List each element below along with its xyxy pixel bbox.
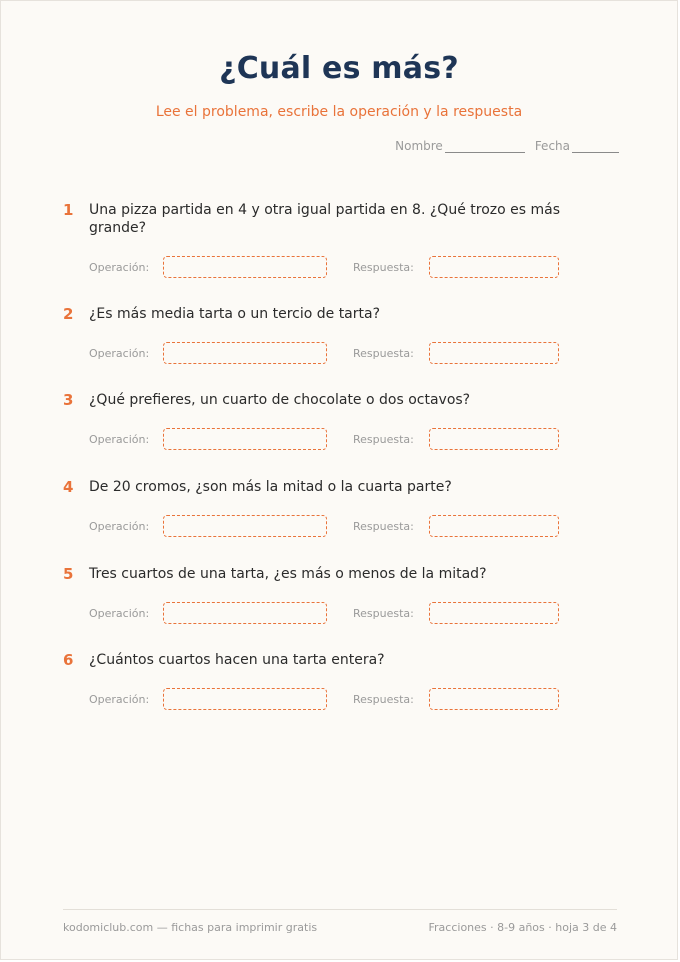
question-3 (63, 391, 573, 446)
question-number: 3 (63, 391, 74, 409)
operation-box[interactable] (163, 688, 327, 710)
question-text: ¿Cuántos cuartos hacen una tarta entera? (89, 652, 385, 668)
answer-row (89, 688, 559, 710)
question-text: Una pizza partida en 4 y otra igual partida en 8. ¿Qué trozo es más grande? (89, 202, 560, 236)
name-blank[interactable] (445, 140, 525, 153)
operation-box[interactable] (163, 602, 327, 624)
name-label: Nombre (395, 139, 443, 153)
operation-label: Operación: (89, 606, 150, 620)
answer-box[interactable] (429, 428, 559, 450)
operation-box[interactable] (163, 256, 327, 278)
date-label: Fecha (534, 139, 570, 153)
footer-site: kodomiclub.com — fichas para imprimir gratis (63, 921, 318, 934)
question-4 (63, 478, 573, 533)
question-number: 6 (63, 651, 74, 669)
answer-box[interactable] (429, 342, 559, 364)
question-number: 1 (63, 201, 74, 219)
operation-box[interactable] (163, 342, 327, 364)
answer-box[interactable] (429, 256, 559, 278)
answer-row (89, 602, 559, 624)
name-date-fields (395, 139, 619, 153)
operation-label: Operación: (89, 346, 150, 360)
question-text: ¿Qué prefieres, un cuarto de chocolate o dos octavos? (89, 392, 471, 408)
question-1 (63, 201, 573, 274)
page-title: ¿Cuál es más? (219, 51, 459, 86)
question-6 (63, 651, 573, 706)
answer-label: Respuesta: (353, 432, 414, 446)
answer-box[interactable] (429, 515, 559, 537)
question-text: ¿Es más media tarta o un tercio de tarta? (89, 306, 381, 322)
operation-label: Operación: (89, 432, 150, 446)
date-blank[interactable] (572, 140, 619, 153)
answer-label: Respuesta: (353, 606, 414, 620)
answer-label: Respuesta: (353, 519, 414, 533)
answer-row (89, 342, 559, 364)
operation-label: Operación: (89, 692, 150, 706)
question-number: 5 (63, 565, 74, 583)
footer-divider (63, 909, 617, 910)
answer-label: Respuesta: (353, 346, 414, 360)
question-2 (63, 305, 573, 360)
answer-row (89, 515, 559, 537)
question-text: Tres cuartos de una tarta, ¿es más o menos de la mitad? (89, 566, 487, 582)
question-number: 4 (63, 478, 74, 496)
operation-label: Operación: (89, 519, 150, 533)
operation-box[interactable] (163, 515, 327, 537)
question-5 (63, 565, 573, 620)
question-number: 2 (63, 305, 74, 323)
page-subtitle: Lee el problema, escribe la operación y la respuesta (155, 104, 523, 120)
answer-row (89, 256, 559, 278)
question-text: De 20 cromos, ¿son más la mitad o la cuarta parte? (89, 479, 452, 495)
operation-label: Operación: (89, 260, 150, 274)
answer-box[interactable] (429, 688, 559, 710)
answer-label: Respuesta: (353, 260, 414, 274)
answer-box[interactable] (429, 602, 559, 624)
footer-sheet-info: Fracciones · 8-9 años · hoja 3 de 4 (428, 921, 617, 934)
answer-label: Respuesta: (353, 692, 414, 706)
operation-box[interactable] (163, 428, 327, 450)
answer-row (89, 428, 559, 450)
